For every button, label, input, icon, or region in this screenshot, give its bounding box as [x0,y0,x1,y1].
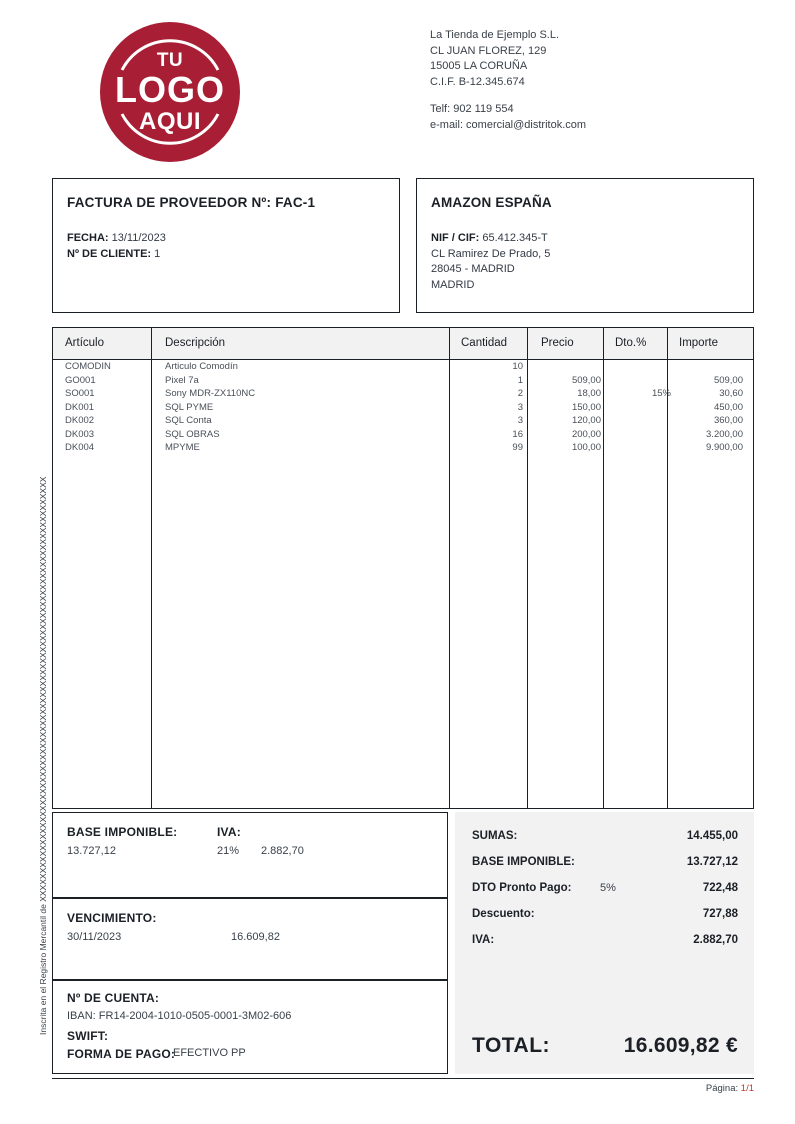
header-descripcion: Descripción [165,337,226,349]
header-cantidad: Cantidad [461,337,508,349]
client-name: AMAZON ESPAÑA [431,195,552,210]
page-label: Página: [705,1083,739,1094]
cell-articulo: COMODIN [65,361,111,372]
header-dto: Dto.% [615,337,647,349]
table-row [53,401,753,415]
vencimiento-label: VENCIMIENTO: [67,911,157,925]
cell-cantidad: 3 [517,401,523,413]
totals-row-amount: 14.455,00 [686,830,738,842]
issuer-email: e-mail: comercial@distritok.com [430,118,587,131]
invoice-client-no-label: Nº DE CLIENTE: [67,247,152,260]
cell-cantidad: 2 [517,388,523,399]
totals-row [455,876,754,900]
cell-articulo: DK004 [65,442,95,453]
vencimiento-amount: 16.609,82 [231,931,280,943]
totals-row-label: IVA: [472,934,495,946]
cell-cantidad: 16 [512,428,523,440]
cell-descripcion: Articulo Comodín [165,361,238,372]
cell-cantidad: 10 [512,361,523,372]
swift-label: SWIFT: [67,1029,109,1043]
cell-precio: 18,00 [577,388,601,399]
cell-descripcion: Sony MDR-ZX110NC [165,388,256,399]
cell-descripcion: SQL OBRAS [165,428,220,440]
page-number [706,1083,754,1094]
invoice-date-row [67,231,166,247]
cell-descripcion: SQL Conta [165,415,212,426]
totals-row [455,928,754,952]
cell-precio: 150,00 [571,401,601,413]
forma-pago-label: FORMA DE PAGO: [67,1047,176,1061]
table-row [53,441,753,455]
cell-precio: 200,00 [571,428,601,440]
cell-descripcion: SQL PYME [165,401,214,413]
table-row [53,360,753,374]
cell-descripcion: MPYME [165,442,200,453]
client-nif-row [431,231,550,247]
issuer-cif: C.I.F. B-12.345.674 [430,75,525,88]
logo-line-1: TU [156,49,184,71]
line-items-table [52,327,754,809]
header-precio: Precio [541,337,574,349]
client-address: CL Ramirez De Prado, 5 [431,247,551,260]
total-label: TOTAL: [472,1034,551,1057]
cell-cantidad: 1 [517,374,523,386]
table-row [53,414,753,428]
table-row [53,387,753,401]
totals-row-label: SUMAS: [472,830,518,842]
issuer-company-info [430,28,586,133]
company-logo [100,22,240,162]
cell-articulo: DK002 [65,415,95,426]
footer-divider [52,1078,754,1079]
totals-row-amount: 722,48 [702,882,738,894]
logo-line-2: LOGO [115,68,225,110]
cell-cantidad: 99 [512,442,523,453]
page-header [0,0,795,175]
cell-importe: 509,00 [713,374,743,386]
totals-row-amount: 2.882,70 [693,934,738,946]
totals-row-label: BASE IMPONIBLE: [472,856,575,868]
base-label: BASE IMPONIBLE: [67,825,178,839]
invoice-title: FACTURA DE PROVEEDOR Nº: FAC-1 [67,195,316,210]
invoice-client-no-value: 1 [154,247,161,260]
cuenta-label: Nº DE CUENTA: [67,991,160,1005]
vencimiento-date: 30/11/2023 [67,931,122,943]
logo-line-3: AQUI [139,107,201,135]
issuer-city: 15005 LA CORUÑA [430,60,528,72]
totals-row-amount: 13.727,12 [686,856,738,868]
cell-importe: 3.200,00 [706,428,743,440]
iva-label: IVA: [217,825,241,839]
invoice-date-label: FECHA: [67,232,109,244]
base-value: 13.727,12 [67,845,116,857]
client-nif-label: NIF / CIF: [431,232,480,244]
totals-row-label: Descuento: [472,908,535,920]
totals-row-label: DTO Pronto Pago: [472,882,572,894]
invoice-client-no-row [67,247,166,263]
iban-value: IBAN: FR14-2004-1010-0505-0001-3M02-606 [67,1010,292,1022]
cell-importe: 30,60 [719,388,743,399]
totals-row [455,824,754,848]
totals-row-percent: 5% [600,882,616,894]
header-articulo: Artículo [65,337,104,349]
cell-articulo: GO001 [65,374,96,386]
spacer [430,90,586,102]
page-value: 1/1 [740,1083,754,1094]
totals-row [455,850,754,874]
client-nif-value: 65.412.345-T [482,232,548,244]
cell-cantidad: 3 [517,415,523,426]
invoice-details [67,231,166,262]
cell-articulo: SO001 [65,388,95,399]
forma-pago-value: EFECTIVO PP [173,1047,246,1059]
issuer-name: La Tienda de Ejemplo S.L. [430,29,560,41]
vencimiento-box [52,898,448,980]
cell-precio: 100,00 [571,442,601,453]
client-postal-city: 28045 - MADRID [431,263,515,275]
table-header-row [53,328,753,360]
cell-articulo: DK003 [65,428,95,440]
cuenta-bancaria-box [52,980,448,1074]
total-amount: 16.609,82 € [623,1034,738,1057]
base-imponible-box [52,812,448,898]
header-importe: Importe [679,337,718,349]
grand-total-panel [455,1020,754,1074]
iva-value: 2.882,70 [261,845,304,857]
cell-descripcion: Pixel 7a [165,374,199,386]
table-body [53,360,753,455]
invoice-date-value: 13/11/2023 [111,232,166,244]
iva-percent: 21% [217,845,240,857]
totals-summary-panel [455,812,754,1020]
invoice-info-box [52,178,400,313]
legal-registry-text: Inscrita en el Registro Mercantil de XXXXXXXXXXXXXXXXXXXXXXXXXXXXXXXXXXXXXXXXXXXXXXXXXXXXXXXXXXXXXXXXXXXXXXXXXXX [38,476,48,1035]
issuer-phone: Telf: 902 119 554 [430,103,514,115]
cell-importe: 360,00 [713,415,743,426]
cell-precio: 120,00 [571,415,601,426]
issuer-street: CL JUAN FLOREZ, 129 [430,44,547,57]
totals-row [455,902,754,926]
table-row [53,428,753,442]
cell-precio: 509,00 [571,374,601,386]
totals-row-amount: 727,88 [702,908,738,920]
logo-text [100,22,240,162]
client-info-box [416,178,754,313]
client-province: MADRID [431,278,475,291]
cell-importe: 9.900,00 [706,442,743,453]
cell-importe: 450,00 [713,401,743,413]
table-row [53,374,753,388]
client-details [431,231,550,293]
cell-articulo: DK001 [65,401,95,413]
cell-dto: 15% [651,388,671,399]
